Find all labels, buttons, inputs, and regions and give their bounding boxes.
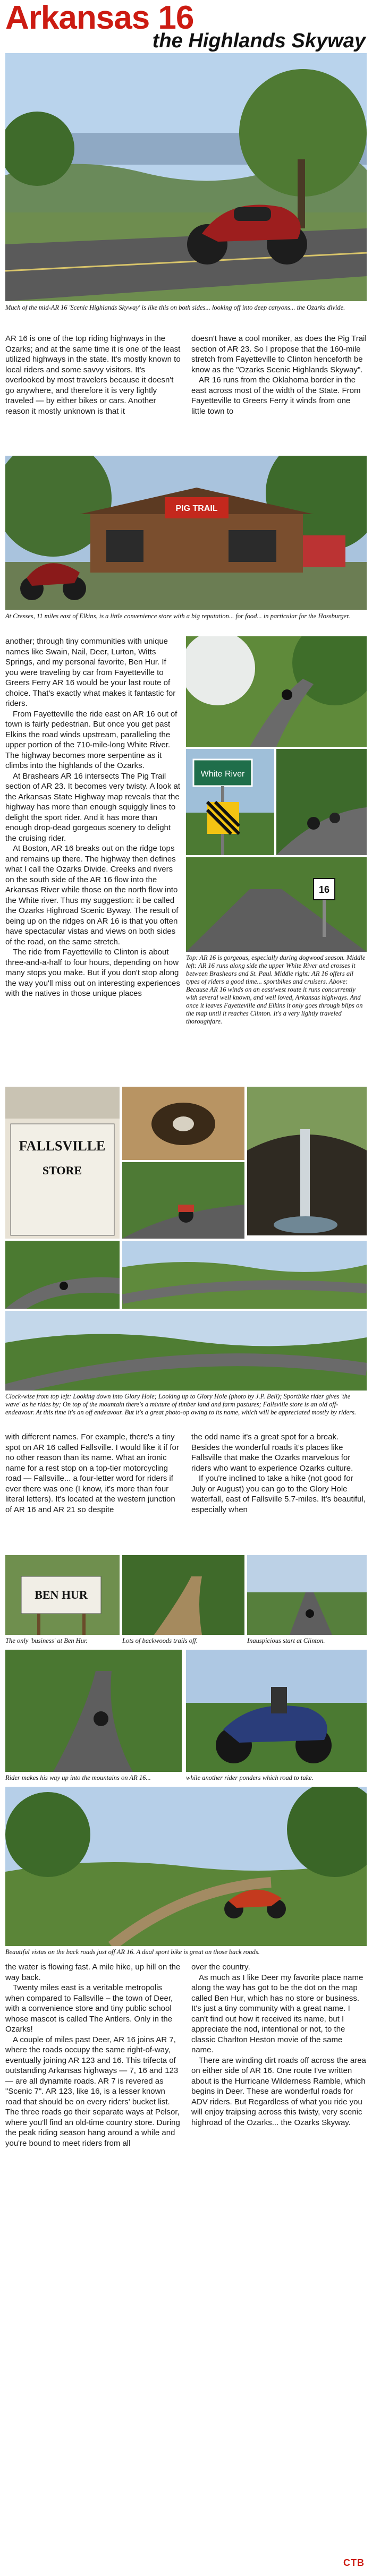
caption-6a: Rider makes his way up into the mountains on AR 16... bbox=[5, 1774, 151, 1781]
article-section-3-left bbox=[5, 1432, 181, 1515]
caption-5a: The only 'business' at Ben Hur. bbox=[5, 1637, 88, 1644]
paragraph: with different names. For example, there's a tiny spot on AR 16 called Fallsville. I would like it if for no other reason than its name. What an ironic name for a rest stop on a top-tier motorcycling road — Fallsville... a four-letter word for riders if ever there was one (I know, it's more than four literal letters). It's located at the western junction of AR 16 and AR 21 so despite bbox=[5, 1432, 179, 1514]
paragraph: AR 16 runs from the Oklahoma border in the east across most of the width of the State. From Fayetteville to Greers Ferry it winds from one little town to bbox=[191, 376, 361, 416]
photo-fallsville-store bbox=[5, 1087, 120, 1239]
paragraph: AR 16 is one of the top riding highways in the Ozarks; and at the same time it is one of the least utilized highways in the state. It's mostly known to local riders and some savvy visitors. It's overlooked by most travelers because it doesn't go anywhere, and therefore it is very lightly traveled — by either bikes or cars. Another reason it mostly unknown is that it bbox=[5, 334, 181, 416]
paragraph: At Boston, AR 16 breaks out on the ridge tops and remains up there. The highway then defines what I call the Ozarks Divide. Creeks and rivers on the south side of the AR 16 flow into the Arkansas River while those on the north flow into the White river. Thus my suggestion: it be called the Ozarks Highroad Scenic Byway. The result of being up on the ridges on AR 16 is that you often have spectacular vistas and views on both sides of the road, on the same stretch. bbox=[5, 844, 179, 946]
photo-glory-hole-up bbox=[247, 1087, 367, 1235]
page-subtitle: the Highlands Skyway bbox=[152, 30, 366, 52]
article-section-3-right bbox=[191, 1432, 367, 1515]
paragraph: doesn't have a cool moniker, as does the Pig Trail section of AR 23. So I propose that the 160-mile stretch from Fayetteville to Clinton henceforth be know as the "Ozarks Scenic Highlands Skyway". bbox=[191, 334, 367, 374]
paragraph: Twenty miles east is a veritable metropolis when compared to Fallsville – the town of Deer, with a convenience store and tiny public school whose mascot is called The Antlers. Only in the Ozarks! bbox=[5, 1983, 173, 2034]
photo-rider-climbing bbox=[5, 1650, 182, 1772]
photo-ben-hur bbox=[5, 1555, 120, 1635]
photo-riders-sportbike-cruiser bbox=[276, 749, 367, 855]
caption-3: Top: AR 16 is gorgeous, especially during dogwood season. Middle left: AR 16 runs along side the upper White River and crosses it between Brashears and St. Paul. Middle right: AR 16 offers all types of riders a good time... sportbikes and cruisers. Above: Because AR 16 winds on an east/west route it runs concurrently with several well known, and well loved, Arkansas highways. And once it leaves Fayetteville and Elkins it only goes through blips on the map until it reaches Clinton. It's a very lightly traveled thoroughfare. bbox=[186, 954, 366, 1025]
photo-sportbike-wave bbox=[122, 1162, 244, 1239]
paragraph: A couple of miles past Deer, AR 16 joins AR 7, where the roads occupy the same right-of-way, eventually joining AR 123 and 16. This trifecta of outstanding Arkansas highways — 7, 16 and 123 — are all dynamite roads. AR 7 is revered as "Scenic 7". AR 123, like 16, is a lesser known road that should be on every riders' bucket list. The three roads go their separate ways at Pelsor, where you'll find an old-time country store. During the peak riding season hang around a while and you're bound to meet riders from all bbox=[5, 2035, 180, 2148]
photo-dogwood-season bbox=[186, 636, 367, 747]
caption-5b: Lots of backwoods trails off. bbox=[122, 1637, 198, 1644]
photo-highway-16-sign bbox=[186, 857, 367, 952]
caption-5c: Inauspicious start at Clinton. bbox=[247, 1637, 325, 1644]
photo-glory-hole-down bbox=[122, 1087, 244, 1160]
photo-white-river-sign bbox=[186, 749, 274, 855]
store-sign-text: STORE bbox=[42, 1164, 82, 1177]
article-section-2 bbox=[5, 636, 181, 999]
publication-logo: CTB bbox=[343, 2557, 365, 2568]
caption-6b: while another rider ponders which road to take. bbox=[186, 1774, 314, 1781]
paragraph: At Brashears AR 16 intersects The Pig Trail section of AR 23. It becomes very twisty. A look at the Arkansas State Highway map reveals that the highway has more than enough squiggly lines to delight the sport rider. And it has more than enough drop-dead gorgeous scenery to delight the cruising rider. bbox=[5, 771, 181, 843]
article-section-1-left bbox=[5, 334, 181, 416]
photo-motorcycle-overlook bbox=[5, 53, 367, 301]
ben-hur-sign-text: BEN HUR bbox=[35, 1588, 88, 1601]
route-16-marker: 16 bbox=[318, 884, 330, 895]
paragraph: the odd name it's a great spot for a break. Besides the wonderful roads it's places like Fallsville that make the Ozarks marvelous for riders who want to experience Ozarks culture. bbox=[191, 1432, 353, 1473]
photo-mountain-pastures bbox=[122, 1241, 367, 1309]
article-section-4-left bbox=[5, 1962, 181, 2148]
paragraph: the water is flowing fast. A mile hike, up hill on the way back. bbox=[5, 1963, 181, 1982]
paragraph: As much as I like Deer my favorite place name along the way has got to be the dot on the map called Ben Hur, which has no store or business. It's just a tiny community with a great name. I can't find out how it received its name, but I appreciate the nod, intentional or not, to the classic Charlton Heston movie of the same name. bbox=[191, 1973, 363, 2054]
photo-clinton-start bbox=[247, 1555, 367, 1635]
photo-rider-pondering bbox=[186, 1650, 367, 1772]
paragraph: If you're inclined to take a hike (not good for July or August) you can go to the Glory Hole waterfall, east of Fallsville 5.7-miles. It's beautiful, especially when bbox=[191, 1474, 366, 1514]
caption-4: Clock-wise from top left: Looking down into Glory Hole; Looking up to Glory Hole (photo by J.P. Bell); Sportbike rider gives 'the wave' as he rides by; On top of the mountain there's a mixture of timber land and farm pastures; Fallsville store is an old off-endeavour. At this time it's an off endeavour. But it's a great photo-op owing to its name, which will be appreciated mostly by riders. bbox=[5, 1393, 357, 1416]
paragraph: From Fayetteville the ride east on AR 16 out of town is fairly pedestrian. But once you get past Elkins the road winds upstream, paralleling the upper portion of the 710-mile-long White River. The highway becomes more serpentine as it climbs into the highlands of the Ozarks. bbox=[5, 709, 177, 770]
photo-cresses-store bbox=[5, 456, 367, 610]
white-river-sign: White River bbox=[200, 770, 245, 779]
article-section-4-right bbox=[191, 1962, 367, 2128]
caption-1: Much of the mid-AR 16 'Scenic Highlands Skyway' is like this on both sides... looking off into deep canyons... the Ozarks divide. bbox=[5, 304, 345, 311]
page-title: Arkansas 16 bbox=[5, 0, 194, 36]
fallsville-sign-text: FALLSVILLE bbox=[19, 1138, 106, 1154]
page-header bbox=[5, 2, 367, 53]
photo-valley-road bbox=[5, 1311, 367, 1391]
paragraph: over the country. bbox=[191, 1963, 250, 1972]
paragraph: There are winding dirt roads off across the area on either side of AR 16. One route I've written about is the Hurricane Wilderness Ramble, which begins in Deer. These are wonderful roads for ADV riders. But Regardless of what you ride you will enjoy traipsing across this twisty, very scenic highroad of the Ozarks... the Ozarks Skyway. bbox=[191, 2055, 366, 2127]
caption-7: Beautiful vistas on the back roads just off AR 16. A dual sport bike is great on those back roads. bbox=[5, 1948, 260, 1956]
paragraph: The ride from Fayetteville to Clinton is about three-and-a-half to four hours, depending on how many stops you make. But if you don't stop along the way you'll miss out on interesting experiences with the natives in those unique places bbox=[5, 948, 180, 998]
pig-trail-sign: PIG TRAIL bbox=[175, 504, 218, 513]
photo-back-road-vistas bbox=[5, 1787, 367, 1946]
photo-backwoods-trail bbox=[122, 1555, 244, 1635]
paragraph: another; through tiny communities with unique names like Swain, Nail, Deer, Lurton, Witts Springs, and my personal favorite, Ben Hur. If you were traveling by car from Fayetteville to Greers Ferry AR 16 would be your last route of choice. That's exactly what makes it fantastic for riders. bbox=[5, 637, 176, 708]
article-section-1-right bbox=[191, 334, 367, 416]
photo-rider-bend bbox=[5, 1241, 120, 1309]
caption-2: At Cresses, 11 miles east of Elkins, is a little convenience store with a big reputation... for food... in particular for the Hossburger. bbox=[5, 612, 350, 620]
